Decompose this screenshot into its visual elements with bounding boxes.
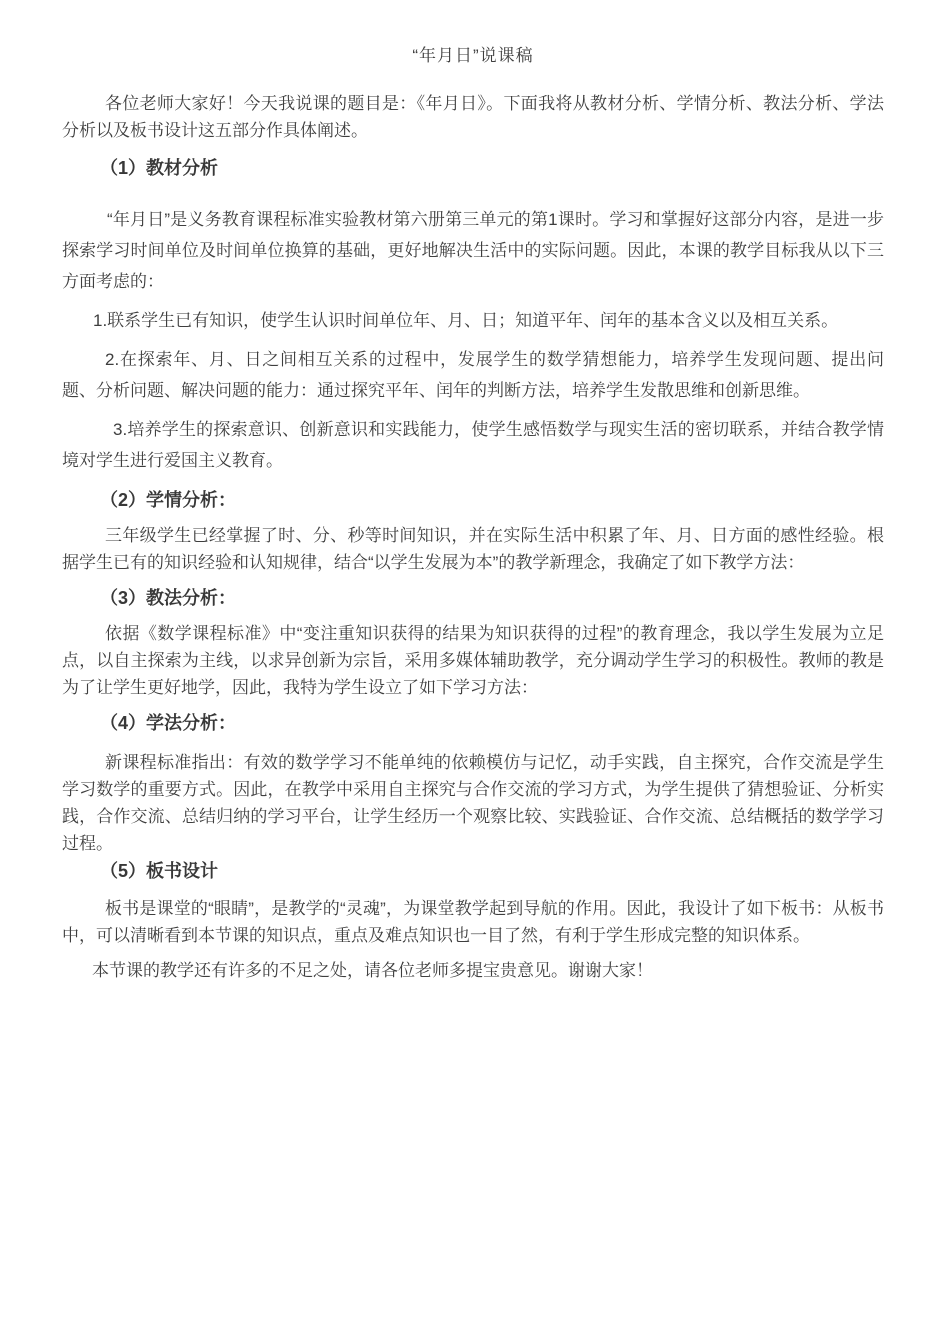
- section-4-body: 新课程标准指出：有效的数学学习不能单纯的依赖模仿与记忆，动手实践，自主探究，合作交流是学生学习数学的重要方式。因此，在教学中采用自主探究与合作交流的学习方式，为学生提供了猜想验证、分析实践，合作交流、总结归纳的学习平台，让学生经历一个观察比较、实践验证、合作交流、总结概括的数学学习过程。: [62, 753, 884, 853]
- section-5-heading: （5）板书设计: [100, 861, 219, 881]
- goal-item-3: 3.培养学生的探索意识、创新意识和实践能力，使学生感悟数学与现实生活的密切联系，并结合教学情境对学生进行爱国主义教育。: [62, 420, 884, 470]
- section-2-heading: （2）学情分析：: [100, 490, 237, 510]
- section-4-heading: （4）学法分析：: [100, 713, 237, 733]
- section-3-heading: （3）教法分析：: [100, 588, 237, 608]
- section-1-heading: （1）教材分析: [100, 158, 219, 178]
- goal-item-2: 2.在探索年、月、日之间相互关系的过程中，发展学生的数学猜想能力，培养学生发现问题、提出问题、分析问题、解决问题的能力：通过探究平年、闰年的判断方法，培养学生发散思维和创新思维。: [62, 350, 884, 400]
- document-title: “年月日”说课稿: [412, 46, 534, 65]
- intro-paragraph: 各位老师大家好！今天我说课的题目是：《年月日》。下面我将从教材分析、学情分析、教法分析、学法分析以及板书设计这五部分作具体阐述。: [62, 94, 884, 140]
- closing-paragraph: 本节课的教学还有许多的不足之处，请各位老师多提宝贵意见。谢谢大家！: [92, 961, 653, 980]
- section-1-body: “年月日”是义务教育课程标准实验教材第六册第三单元的第1课时。学习和掌握好这部分内容，是进一步探索学习时间单位及时间单位换算的基础，更好地解决生活中的实际问题。因此，本课的教学目标我从以下三方面考虑的：: [62, 210, 884, 291]
- section-2-body: 三年级学生已经掌握了时、分、秒等时间知识，并在实际生活中积累了年、月、日方面的感性经验。根据学生已有的知识经验和认知规律，结合“以学生发展为本”的教学新理念，我确定了如下教学方法：: [62, 526, 884, 572]
- goal-item-1: 1.联系学生已有知识，使学生认识时间单位年、月、日；知道平年、闰年的基本含义以及相互关系。: [93, 311, 839, 330]
- section-3-body: 依据《数学课程标准》中“变注重知识获得的结果为知识获得的过程”的教育理念，我以学生发展为立足点，以自主探索为主线，以求异创新为宗旨，采用多媒体辅助教学，充分调动学生学习的积极性。教师的教是为了让学生更好地学，因此，我特为学生设立了如下学习方法：: [62, 624, 884, 697]
- section-5-body: 板书是课堂的“眼睛”，是教学的“灵魂”，为课堂教学起到导航的作用。因此，我设计了如下板书：从板书中，可以清晰看到本节课的知识点，重点及难点知识也一目了然，有利于学生形成完整的知识体系。: [62, 899, 884, 945]
